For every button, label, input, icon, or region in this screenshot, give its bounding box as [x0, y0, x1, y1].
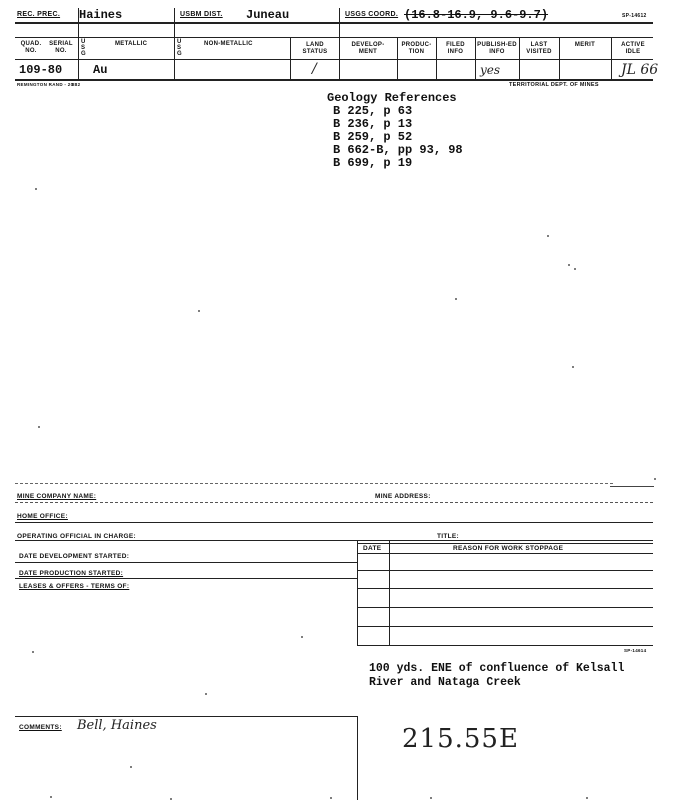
geology-ref-2: B 236, p 13 [333, 117, 413, 131]
usbm-dist-value: Juneau [246, 8, 290, 22]
geology-ref-4: B 662-B, pp 93, 98 [333, 143, 463, 157]
active-idle-value: JL 66 [621, 62, 659, 78]
mine-address-label: MINE ADDRESS: [375, 493, 431, 500]
col-filed-info: FILED INFO [446, 42, 465, 55]
usbm-dist-label: USBM DIST. [180, 11, 223, 18]
footer-right: TERRITORIAL DEPT. OF MINES [509, 82, 599, 88]
operating-official-label: OPERATING OFFICIAL IN CHARGE: [17, 533, 136, 540]
col-serial-no: SERIAL NO. [49, 41, 73, 54]
col-non-metallic: NON-METALLIC [204, 41, 253, 47]
col-quad-no: QUAD. NO. [20, 41, 42, 54]
usgs-coord-value: (16.8-16.9, 9.6-9.7) [404, 8, 549, 22]
form-code: SP-14612 [622, 13, 647, 19]
geology-ref-3: B 259, p 52 [333, 130, 413, 144]
col-production: PRODUC-TION [401, 42, 432, 55]
rec-prec-value: Haines [79, 8, 123, 22]
col-last-visited: LAST VISITED [526, 42, 552, 55]
col-land-status: LAND STATUS [302, 42, 328, 55]
home-office-label: HOME OFFICE: [17, 513, 68, 520]
reason-column-label: REASON FOR WORK STOPPAGE [453, 545, 564, 552]
footer-left: REMINGTON RAND - 20 [17, 82, 74, 87]
map-reference: 215.55E [402, 724, 519, 754]
location-note-line-1: 100 yds. ENE of confluence of Kelsall [369, 662, 625, 675]
geology-ref-1: B 225, p 63 [333, 104, 413, 118]
metallic-value: Au [93, 63, 108, 77]
rec-prec-label: REC. PREC. [17, 11, 61, 18]
col-active-idle: ACTIVE IDLE [621, 42, 645, 55]
col-usg-1: U S G [81, 39, 86, 57]
title-label: TITLE: [437, 533, 460, 540]
location-note-line-2: River and Nataga Creek [369, 676, 521, 689]
date-column-label: DATE [363, 545, 382, 552]
footer-left-mark: 882 [72, 82, 81, 87]
col-merit: MERIT [574, 42, 596, 48]
usgs-coord-label: USGS COORD. [345, 11, 399, 18]
date-development-label: DATE DEVELOPMENT STARTED: [19, 553, 130, 560]
mine-company-name-label: MINE COMPANY NAME: [17, 493, 97, 500]
land-status-value: / [312, 61, 317, 77]
comments-value: Bell, Haines [77, 718, 157, 733]
quad-serial-value: 109-80 [19, 63, 63, 77]
geology-references [327, 91, 463, 170]
col-development: DEVELOP-MENT [351, 42, 385, 55]
leases-offers-label: LEASES & OFFERS - TERMS OF: [19, 583, 130, 590]
col-usg-2: U S G [177, 39, 182, 57]
geology-ref-5: B 699, p 19 [333, 156, 413, 170]
date-production-label: DATE PRODUCTION STARTED: [19, 570, 124, 577]
form-code-2: SP-14614 [624, 648, 647, 653]
comments-label: COMMENTS: [19, 724, 62, 731]
col-metallic: METALLIC [115, 41, 148, 47]
col-published-info: PUBLISH-ED INFO [477, 42, 517, 55]
published-value: yes [480, 63, 501, 77]
geology-title: Geology References [327, 91, 457, 105]
